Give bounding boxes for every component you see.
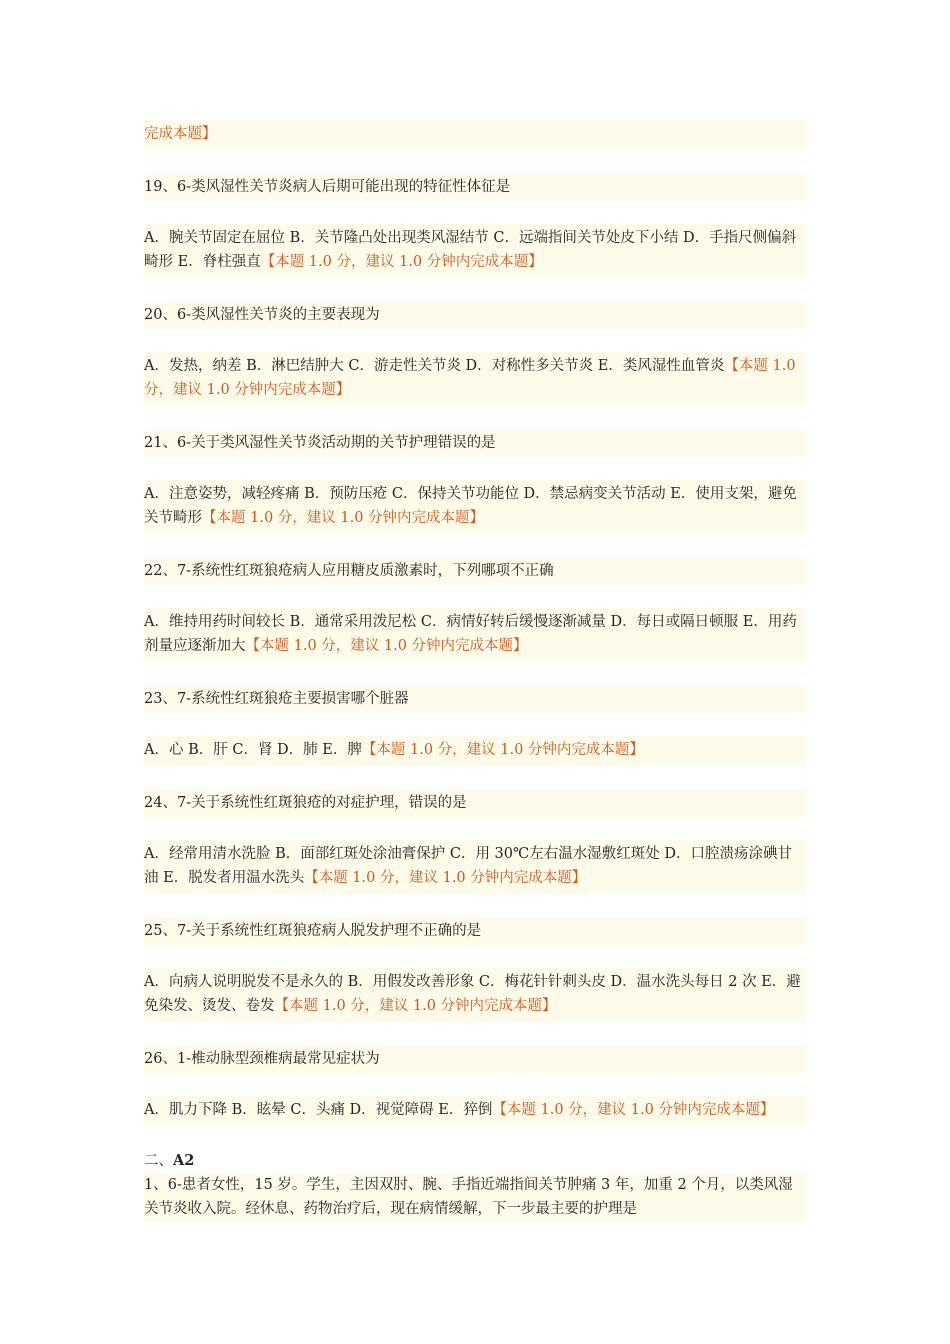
- question-stem: 1、6-患者女性，15 岁。学生，主因双肘、腕、手指近端指间关节肿痛 3 年，加重 2 个月，以类风湿关节炎收入院。经休息、药物治疗后，现在病情缓解，下一步最主要的护理是: [144, 1173, 806, 1221]
- options-text: A．维持用药时间较长 B．通常采用泼尼松 C．病情好转后缓慢逐渐减量 D．每日或隔日顿服 E．用药剂量应逐渐加大: [144, 614, 797, 654]
- question-stem: 23、7-系统性红斑狼疮主要损害哪个脏器: [144, 685, 806, 713]
- options-text: A．腕关节固定在屈位 B．关节隆凸处出现类风湿结节 C．远端指间关节处皮下小结 D．手指尺侧偏斜畸形 E．脊柱强直: [144, 230, 797, 270]
- section-title: A2: [173, 1152, 195, 1169]
- options-text: A．发热，纳差 B．淋巴结肿大 C．游走性关节炎 D．对称性多关节炎 E．类风湿性血管炎: [144, 358, 725, 374]
- score-note: 【本题 1.0 分，建议 1.0 分钟内完成本题】: [304, 870, 587, 886]
- options-text: A．向病人说明脱发不是永久的 B．用假发改善形象 C．梅花针针刺头皮 D．温水洗头每日 2 次 E．避免染发、烫发、卷发: [144, 974, 801, 1014]
- question-stem: 19、6-类风湿性关节炎病人后期可能出现的特征性体征是: [144, 173, 806, 201]
- score-note: 【本题 1.0 分，建议 1.0 分钟内完成本题】: [144, 358, 796, 398]
- score-note: 完成本题】: [144, 126, 217, 142]
- question-stem: 21、6-关于类风湿性关节炎活动期的关节护理错误的是: [144, 429, 806, 457]
- question-options: [144, 840, 806, 894]
- question-options: [144, 352, 806, 406]
- score-note: 【本题 1.0 分，建议 1.0 分钟内完成本题】: [274, 998, 557, 1014]
- question-stem: 22、7-系统性红斑狼疮病人应用糖皮质激素时，下列哪项不正确: [144, 557, 806, 585]
- section-heading: [144, 1149, 806, 1173]
- options-text: A．注意姿势，减轻疼痛 B．预防压疮 C．保持关节功能位 D．禁忌病变关节活动 E．使用支架，避免关节畸形: [144, 486, 797, 526]
- question-options: [144, 480, 806, 534]
- document-page: [144, 120, 806, 1221]
- options-text: A．肌力下降 B．眩晕 C．头痛 D．视觉障碍 E．猝倒: [144, 1102, 493, 1118]
- question-options: [144, 1096, 806, 1126]
- question-stem: 26、1-椎动脉型颈椎病最常见症状为: [144, 1045, 806, 1073]
- question-options: [144, 224, 806, 278]
- question-options: [144, 608, 806, 662]
- score-note: 【本题 1.0 分，建议 1.0 分钟内完成本题】: [361, 742, 644, 758]
- question-stem: 24、7-关于系统性红斑狼疮的对症护理，错误的是: [144, 789, 806, 817]
- options-text: A．心 B．肝 C．肾 D．肺 E．脾: [144, 742, 362, 758]
- score-note: 【本题 1.0 分，建议 1.0 分钟内完成本题】: [492, 1102, 775, 1118]
- question-options: [144, 968, 806, 1022]
- question-stem: 20、6-类风湿性关节炎的主要表现为: [144, 301, 806, 329]
- options-text: A．经常用清水洗脸 B．面部红斑处涂油膏保护 C．用 30℃左右温水湿敷红斑处 D．口腔溃疡涂碘甘油 E．脱发者用温水洗头: [144, 846, 792, 886]
- section-prefix: 二、: [144, 1153, 173, 1169]
- score-note: 【本题 1.0 分，建议 1.0 分钟内完成本题】: [202, 510, 485, 526]
- question-options: [144, 736, 806, 766]
- score-note: 【本题 1.0 分，建议 1.0 分钟内完成本题】: [260, 254, 543, 270]
- question-stem: 25、7-关于系统性红斑狼疮病人脱发护理不正确的是: [144, 917, 806, 945]
- previous-question-note: [144, 120, 806, 150]
- score-note: 【本题 1.0 分，建议 1.0 分钟内完成本题】: [245, 638, 528, 654]
